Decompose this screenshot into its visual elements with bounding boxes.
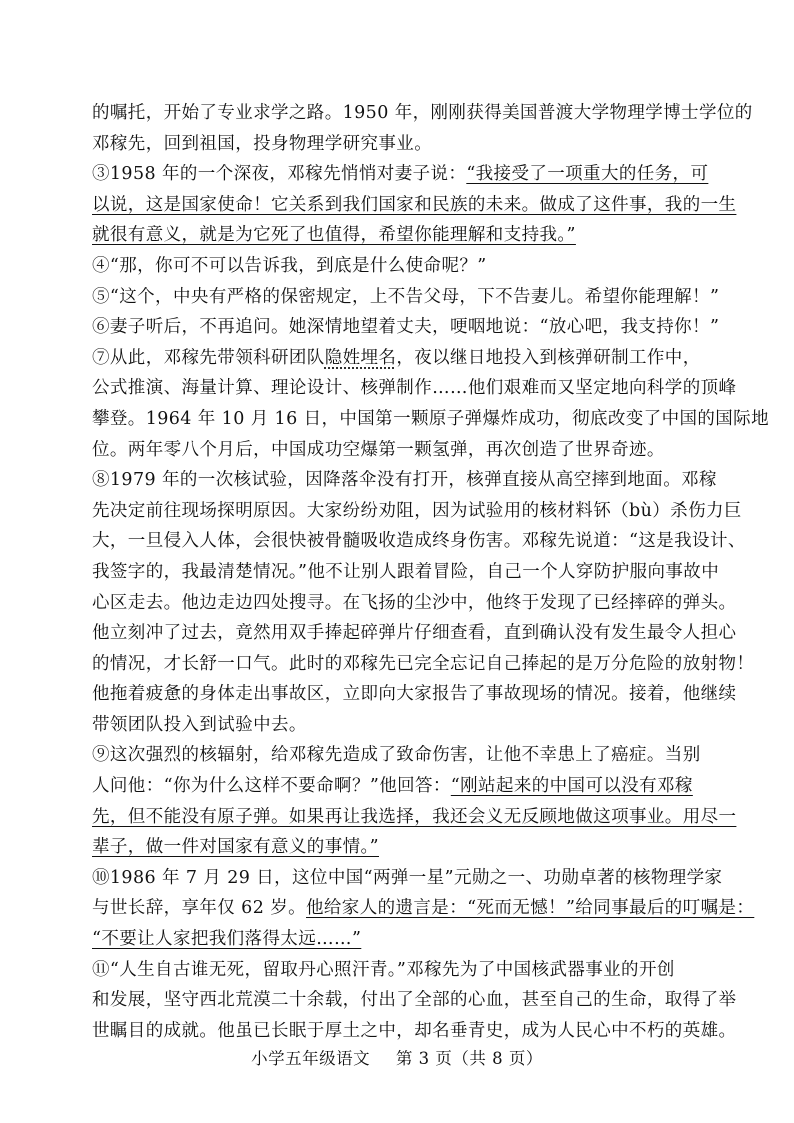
text-line: 位。两年零八个月后，中国成功空爆第一颗氢弹，再次创造了世界奇迹。 — [92, 439, 665, 460]
paragraph-7-text-cont: ，夜以继日地投入到核弹研制工作中， — [396, 347, 701, 368]
text-line: 先决定前往现场探明原因。大家纷纷劝阻，因为试验用的核材料钚（bù）杀伤力巨 — [92, 500, 742, 521]
underlined-quote: “不要让人家把我们落得太远……” — [92, 929, 362, 950]
text-line — [92, 771, 724, 802]
footer-subject: 小学五年级语文 — [251, 1049, 371, 1068]
text-line: 他拖着疲惫的身体走出事故区，立即向大家报告了事故现场的情况。接着，他继续 — [92, 684, 737, 705]
underlined-quote: 他给家人的遗言是：“死而无憾！”给同事最后的叮嘱是： — [306, 898, 755, 919]
text-line: 的情况，才长舒一口气。此时的邓稼先已完全忘记自己捧起的是万分危险的放射物！ — [92, 653, 755, 674]
text-line: ⑥妻子听后，不再追问。她深情地望着丈夫，哽咽地说：“放心吧，我支持你！” — [92, 317, 720, 338]
text-line: 世瞩目的成就。他虽已长眠于厚土之中，却名垂青史，成为人民心中不朽的英雄。 — [92, 1020, 737, 1041]
underlined-quote: 就很有意义，就是为它死了也值得，希望你能理解和支持我。” — [92, 225, 576, 246]
text-line — [92, 343, 724, 374]
paragraph-10-text: 与世长辞，享年仅 62 岁。 — [92, 898, 306, 919]
text-line: 邓稼先，回到祖国，投身物理学研究事业。 — [92, 133, 433, 154]
text-line — [92, 893, 755, 924]
text-line: ④“那，你可不可以告诉我，到底是什么使命呢？” — [92, 255, 487, 276]
paragraph-9-text: 人问他：“你为什么这样不要命啊？”他回答： — [92, 776, 451, 797]
underlined-quote: 以说，这是国家使命！它关系到我们国家和民族的未来。做成了这件事，我的一生 — [92, 194, 737, 215]
text-line: 大，一旦侵入人体，会很快被骨髓吸收造成终身伤害。邓稼先说道：“这是我设计、 — [92, 531, 746, 552]
text-line: 公式推演、海量计算、理论设计、核弹制作……他们艰难而又坚定地向科学的顶峰 — [92, 378, 737, 399]
text-line: 我签字的，我最清楚情况。”他不让别人跟着冒险，自己一个人穿防护服向事故中 — [92, 561, 720, 582]
page-footer — [0, 1045, 794, 1069]
text-line — [92, 832, 724, 863]
text-line: 和发展，坚守西北荒漠二十余载，付出了全部的心血，甚至自己的生命，取得了举 — [92, 990, 737, 1011]
footer-page-number: 第 3 页（共 8 页） — [395, 1049, 543, 1068]
text-line: ⑩1986 年 7 月 29 日，这位中国“两弹一星”元勋之一、功勋卓著的核物理学家 — [92, 867, 723, 888]
underlined-quote: “我接受了一项重大的任务，可 — [466, 164, 709, 185]
text-line: ⑨这次强烈的核辐射，给邓稼先造成了致命伤害，让他不幸患上了癌症。当别 — [92, 745, 701, 766]
text-line: ⑧1979 年的一次核试验，因降落伞没有打开，核弹直接从高空摔到地面。邓稼 — [92, 470, 717, 491]
underlined-quote: 辈子，做一件对国家有意义的事情。” — [92, 837, 379, 858]
underlined-quote: “刚站起来的中国可以没有邓稼 — [450, 776, 693, 797]
text-line — [92, 190, 737, 221]
dotted-emphasis: 隐姓埋名 — [324, 347, 397, 368]
text-line: ⑤“这个，中央有严格的保密规定，上不告父母，下不告妻儿。希望你能理解！” — [92, 286, 720, 307]
text-line — [92, 924, 724, 955]
document-body — [92, 98, 769, 1046]
text-line — [92, 220, 724, 251]
text-line: 攀登。1964 年 10 月 16 日，中国第一颗原子弹爆炸成功，彻底改变了中国的国际地 — [92, 408, 769, 429]
text-line: 的嘱托，开始了专业求学之路。1950 年，刚刚获得美国普渡大学物理学博士学位的 — [92, 103, 753, 123]
text-line: 他立刻冲了过去，竟然用双手捧起碎弹片仔细查看，直到确认没有发生最令人担心 — [92, 623, 737, 644]
text-line: 心区走去。他边走边四处搜寻。在飞扬的尘沙中，他终于发现了已经摔碎的弹头。 — [92, 592, 737, 613]
paragraph-3-text: ③1958 年的一个深夜，邓稼先悄悄对妻子说： — [92, 164, 467, 185]
paragraph-7-text: ⑦从此，邓稼先带领科研团队 — [92, 347, 325, 368]
text-line — [92, 802, 737, 833]
text-line: ⑪“人生自古谁无死，留取丹心照汗青。”邓稼先为了中国核武器事业的开创 — [92, 959, 675, 980]
text-line — [92, 159, 724, 190]
text-line: 带领团队投入到试验中去。 — [92, 714, 307, 735]
underlined-quote: 先，但不能没有原子弹。如果再让我选择，我还会义无反顾地做这项事业。用尽一 — [92, 806, 737, 827]
